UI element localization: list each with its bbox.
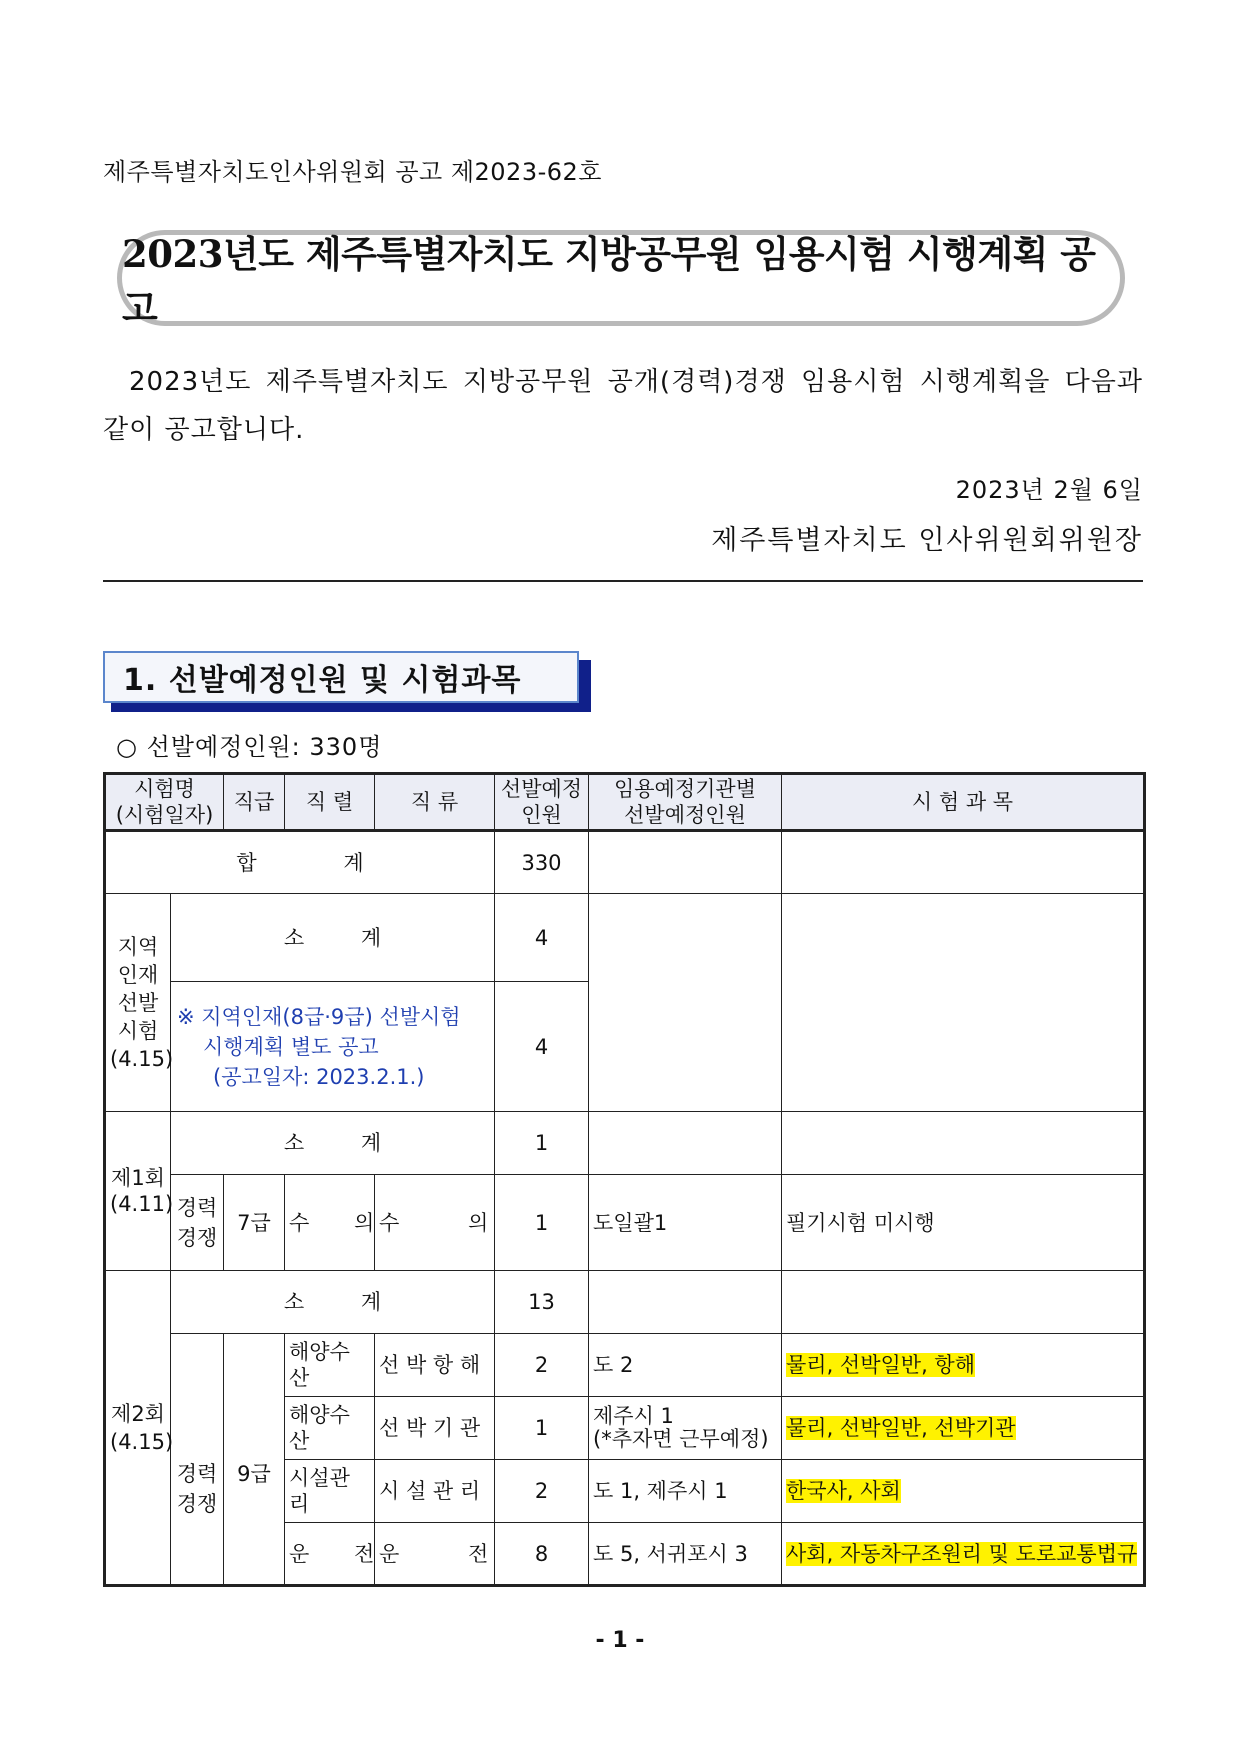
total-row: [105, 831, 1145, 894]
row-series: 시설관리: [285, 1460, 375, 1523]
round2-exam: 제2회 (4.15): [105, 1271, 171, 1586]
row-subjects-text: 물리, 선박일반, 항해: [786, 1353, 975, 1377]
row-count: 8: [495, 1523, 589, 1586]
round1-subtotal-count: 1: [495, 1112, 589, 1175]
announcement-date: 2023년 2월 6일: [955, 476, 1143, 504]
divider: [103, 580, 1143, 582]
intro-paragraph: 2023년도 제주특별자치도 지방공무원 공개(경력)경쟁 임용시험 시행계획을 다음과 같이 공고합니다.: [103, 367, 1143, 445]
row-subjects-text: 물리, 선박일반, 선박기관: [786, 1416, 1016, 1440]
empty-cell: [782, 1271, 1145, 1334]
round1-count: 1: [495, 1175, 589, 1271]
round1-exam: 제1회 (4.11): [105, 1112, 171, 1271]
row-agency: 도 2: [589, 1334, 782, 1397]
round2-grade: 9급: [224, 1334, 285, 1586]
header-exam-date: (시험일자): [115, 803, 214, 827]
row-subjects-text: 한국사, 사회: [786, 1479, 901, 1503]
round1-subtotal-row: [105, 1112, 1145, 1175]
title-box: [117, 230, 1125, 330]
table-header-row: [105, 774, 1145, 831]
row-agency-note: (*추자면 근무예정): [593, 1427, 769, 1451]
round2-subtotal-label: 소 계: [171, 1271, 495, 1334]
round1-row: [105, 1175, 1145, 1271]
regional-subtotal-label: 소 계: [171, 894, 495, 982]
regional-note-count: 4: [495, 982, 589, 1112]
empty-cell: [589, 1112, 782, 1175]
regional-note-line-2: 시행계획 별도 공고: [203, 1034, 379, 1059]
round1-series: 수 의: [285, 1175, 375, 1271]
header-agency-2: 선발예정인원: [624, 803, 746, 827]
row-agency-main: 제주시 1: [593, 1404, 674, 1428]
row-subjects: [782, 1523, 1145, 1586]
row-count: 2: [495, 1460, 589, 1523]
round1-type: 경력 경쟁: [171, 1175, 224, 1271]
regional-note-line-1: ※ 지역인재(8급·9급) 선발시험: [177, 1004, 461, 1029]
header-grade: 직급: [224, 774, 285, 831]
round1-grade: 7급: [224, 1175, 285, 1271]
section-heading-box: [103, 651, 590, 713]
row-count: 1: [495, 1397, 589, 1460]
row-subjects: [782, 1460, 1145, 1523]
row-series: 해양수산: [285, 1397, 375, 1460]
empty-cell: [782, 894, 1145, 1112]
regional-exam: 지역 인재 선발 시험 (4.15): [105, 894, 171, 1112]
total-label: 합 계: [105, 831, 495, 894]
header-agency-1: 임용예정기관별: [613, 777, 756, 801]
row-agency: 도 1, 제주시 1: [589, 1460, 782, 1523]
header-series: 직 렬: [285, 774, 375, 831]
page-title: 2023년도 제주특별자치도 지방공무원 임용시험 시행계획 공고: [122, 232, 1096, 330]
header-exam-name: 시험명: [134, 777, 195, 801]
header-planned: [495, 774, 589, 831]
header-category: 직 류: [375, 774, 495, 831]
regional-note: [171, 982, 495, 1112]
row-series: 해양수산: [285, 1334, 375, 1397]
header-exam: [105, 774, 224, 831]
header-agency: [589, 774, 782, 831]
round2-subtotal-count: 13: [495, 1271, 589, 1334]
row-category: 시 설 관 리: [375, 1460, 495, 1523]
header-planned-2: 인원: [521, 803, 562, 827]
row-subjects: [782, 1334, 1145, 1397]
signer: 제주특별자치도 인사위원회위원장: [711, 525, 1143, 556]
empty-cell: [782, 831, 1145, 894]
selection-table: [103, 772, 1146, 1587]
round2-type: 경력 경쟁: [171, 1334, 224, 1586]
quota-line: ○ 선발예정인원: 330명: [116, 733, 383, 761]
empty-cell: [782, 1112, 1145, 1175]
round1-subjects: 필기시험 미시행: [782, 1175, 1145, 1271]
round1-agency: 도일괄1: [589, 1175, 782, 1271]
empty-cell: [589, 894, 782, 1112]
row-agency: [589, 1397, 782, 1460]
row-count: 2: [495, 1334, 589, 1397]
notice-number: 제주특별자치도인사위원회 공고 제2023-62호: [103, 158, 602, 186]
page-number: - 1 -: [595, 1628, 645, 1653]
round2-subtotal-row: [105, 1271, 1145, 1334]
empty-cell: [589, 1271, 782, 1334]
row-subjects: [782, 1397, 1145, 1460]
row-category: 선 박 기 관: [375, 1397, 495, 1460]
regional-subtotal-row: [105, 894, 1145, 982]
total-count: 330: [495, 831, 589, 894]
round1-subtotal-label: 소 계: [171, 1112, 495, 1175]
regional-subtotal-count: 4: [495, 894, 589, 982]
empty-cell: [589, 831, 782, 894]
table-row: [105, 1334, 1145, 1397]
row-agency: 도 5, 서귀포시 3: [589, 1523, 782, 1586]
header-planned-1: 선발예정: [500, 777, 583, 801]
row-series: 운 전: [285, 1523, 375, 1586]
row-category: 운 전: [375, 1523, 495, 1586]
header-subjects: 시 험 과 목: [782, 774, 1145, 831]
section-heading: 1. 선발예정인원 및 시험과목: [103, 651, 579, 703]
round1-category: 수 의: [375, 1175, 495, 1271]
row-category: 선 박 항 해: [375, 1334, 495, 1397]
row-subjects-text: 사회, 자동차구조원리 및 도로교통법규: [786, 1541, 1138, 1566]
regional-note-line-3: (공고일자: 2023.2.1.): [213, 1064, 425, 1089]
